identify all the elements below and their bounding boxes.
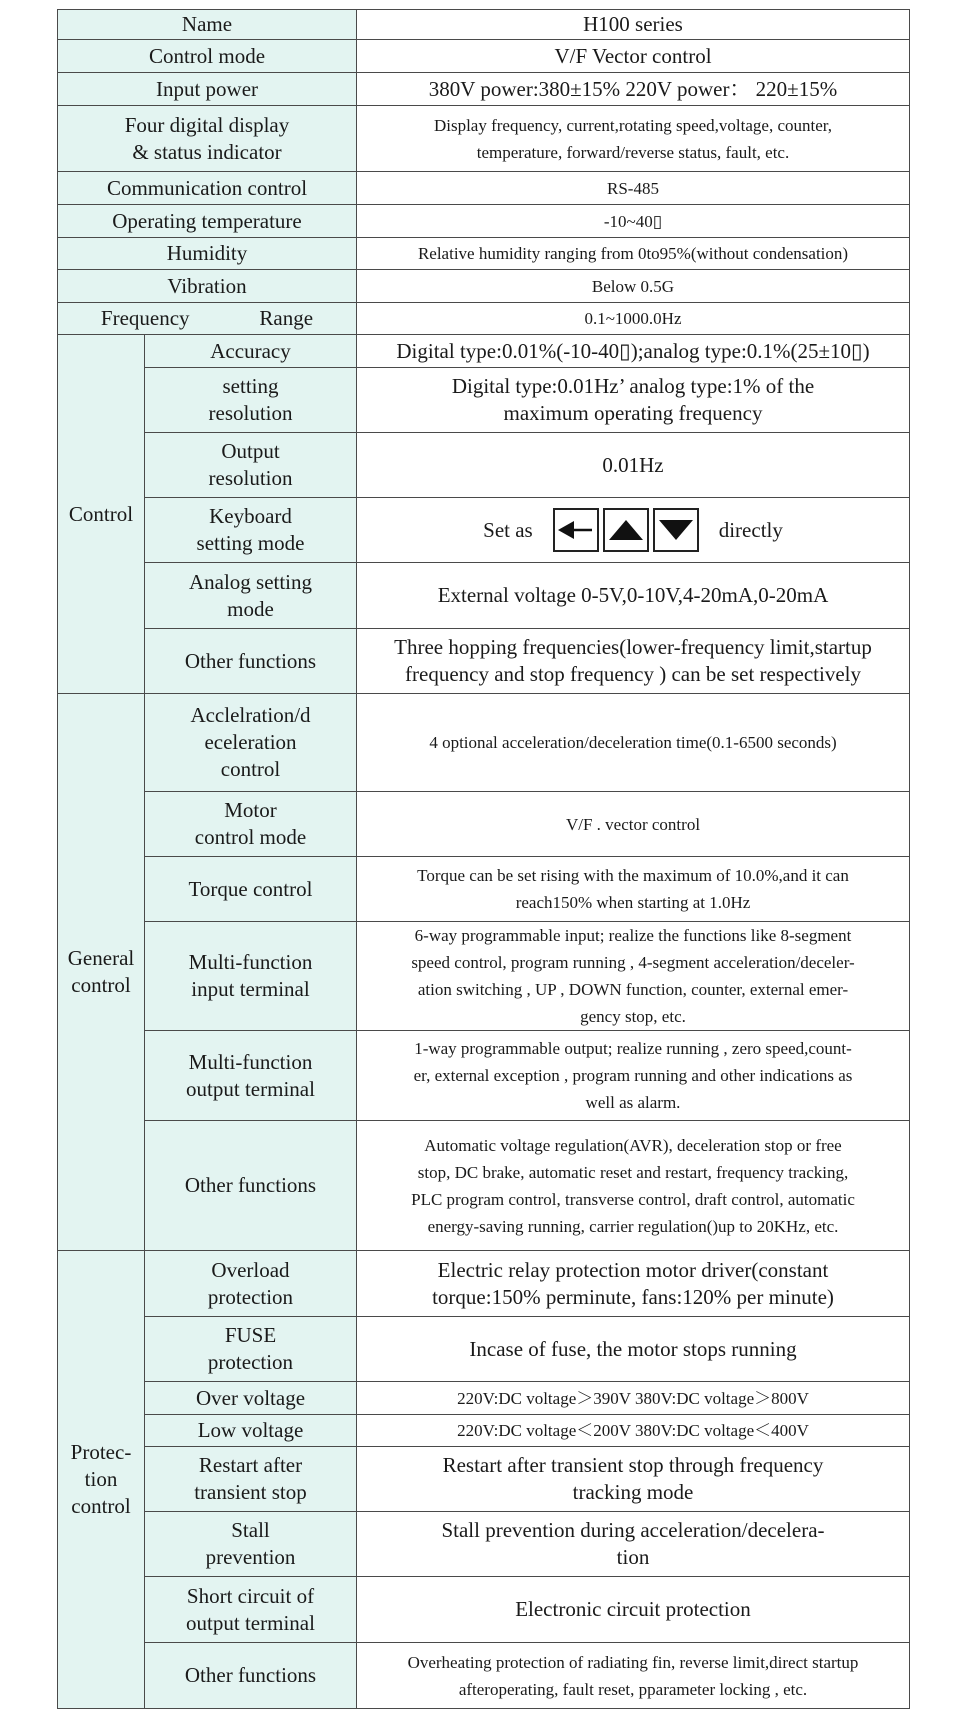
table-row [58, 563, 910, 629]
row-label: FUSE protection [207, 1323, 294, 1374]
row-value: Restart after transient stop through frequency tracking mode [442, 1453, 824, 1504]
row-value: 4 optional acceleration/deceleration time(0.1-6500 seconds) [357, 694, 910, 792]
table-row [58, 1415, 910, 1447]
keyboard-keys [365, 508, 901, 552]
row-label-right: Range [259, 306, 314, 330]
table-row [58, 922, 910, 1031]
row-label: Keyboard setting mode [196, 504, 305, 555]
row-label: Other functions [145, 1121, 357, 1251]
key-prefix: Set as [483, 517, 533, 542]
row-value: V/F Vector control [357, 40, 910, 73]
row-label: Output resolution [208, 439, 293, 490]
arrow-left-icon [553, 508, 599, 552]
row-value: 220V:DC voltage＜200V 380V:DC voltage＜400V [357, 1415, 910, 1447]
row-value: 6-way programmable input; realize the functions like 8-segment speed control, program running , 4-segment acceleration/deceler- ation switching , UP , DOWN function, counter, external emer- gency stop, etc. [411, 926, 855, 1026]
table-row [58, 1031, 910, 1121]
row-label: Name [58, 10, 357, 40]
row-value: 0.01Hz [357, 433, 910, 498]
row-label: Vibration [58, 270, 357, 303]
row-label: Humidity [58, 238, 357, 270]
triangle-down-icon [653, 508, 699, 552]
table-row [58, 498, 910, 563]
table-row [58, 73, 910, 106]
table-row [58, 205, 910, 238]
row-value: 1-way programmable output; realize running , zero speed,count- er, external exception , program running and other indications as well as alarm. [413, 1039, 853, 1112]
row-value: Electric relay protection motor driver(constant torque:150% perminute, fans:120% per minute) [432, 1257, 834, 1309]
table-row [58, 172, 910, 205]
row-label: Other functions [145, 629, 357, 694]
spec-table [57, 9, 910, 1709]
row-label: Multi-function input terminal [188, 950, 313, 1001]
row-label: setting resolution [208, 374, 293, 425]
row-label: Restart after transient stop [194, 1453, 307, 1504]
table-row [58, 694, 910, 792]
row-label: Multi-function output terminal [186, 1049, 315, 1101]
table-row [58, 106, 910, 172]
row-label: Input power [58, 73, 357, 106]
row-label: Accuracy [145, 335, 357, 368]
row-value: Electronic circuit protection [357, 1577, 910, 1643]
table-row [58, 1447, 910, 1512]
row-value: 220V:DC voltage＞390V 380V:DC voltage＞800V [357, 1382, 910, 1415]
row-value: Automatic voltage regulation(AVR), deceleration stop or free stop, DC brake, automatic reset and restart, frequency tracking, PLC program control, transverse control, draft control, automatic energy-saving running, carrier regulation()up to 20KHz, etc. [411, 1135, 855, 1236]
row-value: -10~40▯ [357, 205, 910, 238]
row-label-left: Frequency [100, 306, 190, 330]
frequency-range-label [66, 305, 348, 332]
row-label: Motor control mode [194, 798, 307, 849]
row-value: External voltage 0-5V,0-10V,4-20mA,0-20mA [357, 563, 910, 629]
category-control: Control [58, 335, 145, 694]
table-row [58, 238, 910, 270]
row-value: Below 0.5G [357, 270, 910, 303]
row-value: Digital type:0.01Hz’ analog type:1% of the maximum operating frequency [451, 374, 815, 425]
table-row [58, 433, 910, 498]
table-row [58, 792, 910, 857]
row-label: Operating temperature [58, 205, 357, 238]
table-row [58, 270, 910, 303]
row-label: Stall prevention [205, 1518, 296, 1569]
table-row [58, 1317, 910, 1382]
row-label: Other functions [145, 1643, 357, 1709]
category-general-control: General control [67, 946, 135, 997]
table-row [58, 1512, 910, 1577]
table-row [58, 40, 910, 73]
row-value: Overheating protection of radiating fin, reverse limit,direct startup afteroperating, fault reset, pparameter locking , etc. [407, 1652, 859, 1699]
table-row [58, 1382, 910, 1415]
table-row [58, 1577, 910, 1643]
row-value: V/F . vector control [357, 792, 910, 857]
key-suffix: directly [718, 517, 783, 542]
category-protection-control: Protec- tion control [70, 1440, 132, 1518]
row-label: Torque control [145, 857, 357, 922]
table-row [58, 368, 910, 433]
row-label: Control mode [58, 40, 357, 73]
row-value: H100 series [357, 10, 910, 40]
row-value: Digital type:0.01%(-10-40▯);analog type:0.1%(25±10▯) [357, 335, 910, 368]
row-value: Stall prevention during acceleration/decelera- tion [441, 1518, 825, 1569]
table-row [58, 335, 910, 368]
row-label: Low voltage [145, 1415, 357, 1447]
table-row [58, 629, 910, 694]
row-value: 0.1~1000.0Hz [357, 303, 910, 335]
row-value: Incase of fuse, the motor stops running [357, 1317, 910, 1382]
table-row [58, 1643, 910, 1709]
row-label: Over voltage [145, 1382, 357, 1415]
row-value: Display frequency, current,rotating speed,voltage, counter, temperature, forward/reverse status, fault, etc. [433, 115, 833, 162]
row-label: Analog setting mode [188, 569, 313, 621]
row-label: Short circuit of output terminal [186, 1583, 315, 1635]
row-value: Three hopping frequencies(lower-frequency limit,startup frequency and stop frequency ) can be set respectively [394, 635, 872, 686]
triangle-up-icon [603, 508, 649, 552]
row-value: Torque can be set rising with the maximum of 10.0%,and it can reach150% when starting at 1.0Hz [417, 866, 849, 912]
table-row [58, 1251, 910, 1317]
table-row [58, 303, 910, 335]
row-value: RS-485 [357, 172, 910, 205]
table-row [58, 1121, 910, 1251]
table-row [58, 857, 910, 922]
row-value: 380V power:380±15% 220V power： 220±15% [357, 73, 910, 106]
row-label: Acclelration/d eceleration control [190, 703, 311, 781]
row-label: Four digital display & status indicator [124, 112, 290, 164]
row-value: Relative humidity ranging from 0to95%(without condensation) [357, 238, 910, 270]
row-label: Overload protection [207, 1257, 294, 1309]
table-row [58, 10, 910, 40]
row-label: Communication control [58, 172, 357, 205]
